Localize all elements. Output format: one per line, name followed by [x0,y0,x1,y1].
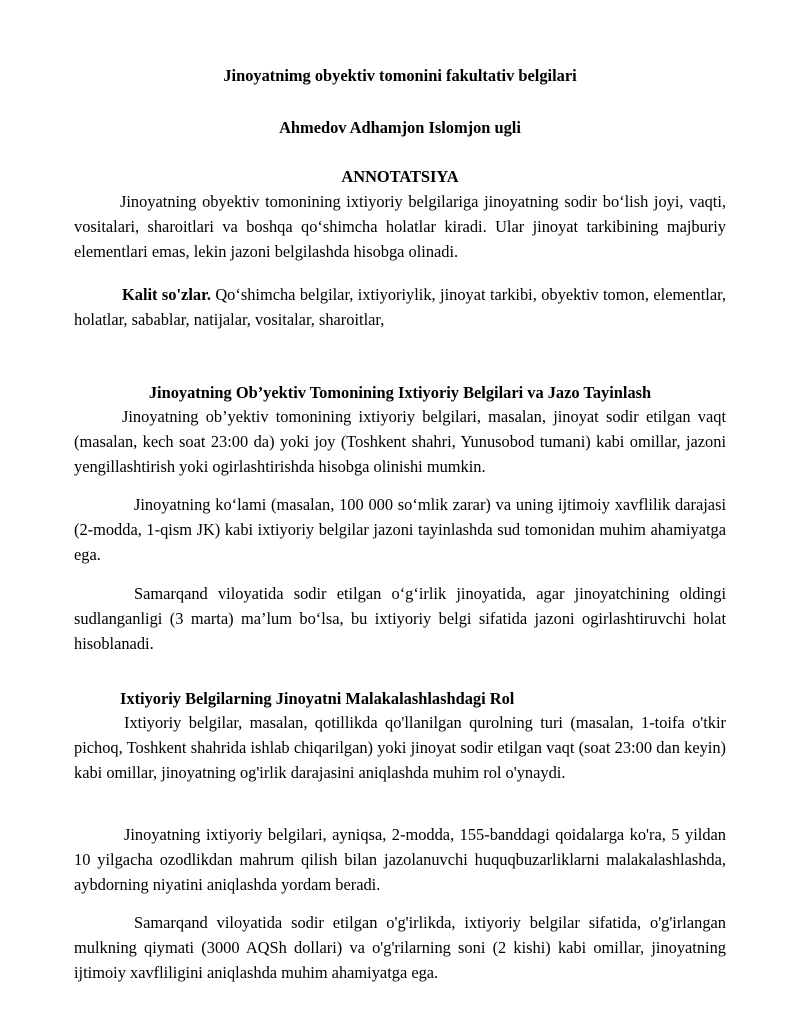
keywords-paragraph [74,282,726,332]
section1-heading: Jinoyatning Ob’yektiv Tomonining Ixtiyoriy Belgilari va Jazo Tayinlash [148,383,652,402]
section1-paragraph-3: Samarqand viloyatida sodir etilgan o‘g‘irlik jinoyatida, agar jinoyatchining oldingi sudlanganligi (3 marta) ma’lum bo‘lsa, bu ixtiyoriy belgi sifatida jazoni ogirlashtiruvchi holat hisoblanadi. [74,584,726,653]
keywords-text: Qo‘shimcha belgilar, ixtiyoriylik, jinoyat tarkibi, obyektiv tomon, elementlar, holatlar, sabablar, natijalar, vositalar, sharoitlar, [74,285,726,329]
section2-heading: Ixtiyoriy Belgilarning Jinoyatni Malakalashlashdagi Rol [120,689,515,708]
document-title: Jinoyatnimg obyektiv tomonini fakultativ belgilari [223,66,577,85]
section1-paragraph-2: Jinoyatning ko‘lami (masalan, 100 000 so‘mlik zarar) va uning ijtimoiy xavflilik darajasi (2-modda, 1-qism JK) kabi ixtiyoriy belgilar jazoni tayinlashda sud tomonidan muhim ahamiyatga ega. [74,495,726,564]
author-name: Ahmedov Adhamjon Islomjon ugli [279,118,521,137]
annotation-heading: ANNOTATSIYA [341,167,459,186]
section2-paragraph-1: Ixtiyoriy belgilar, masalan, qotillikda qo'llanilgan qurolning turi (masalan, 1-toifa o'tkir pichoq, Toshkent shahrida ishlab chiqarilgan) yoki jinoyat sodir etilgan vaqt (soat 23:00 dan keyin) kabi omillar, jinoyatning og'irlik darajasini aniqlashda muhim rol o'ynaydi. [74,713,726,782]
section1-paragraph-1: Jinoyatning ob’yektiv tomonining ixtiyoriy belgilari, masalan, jinoyat sodir etilgan vaqt (masalan, kech soat 23:00 da) yoki joy (Toshkent shahri, Yunusobod tumani) kabi omillar, jazoni yengillashtirish yoki ogirlashtirishda hisobga olinishi mumkin. [74,407,726,476]
annotation-paragraph: Jinoyatning obyektiv tomonining ixtiyoriy belgilariga jinoyatning sodir bo‘lish joyi, vaqti, vositalari, sharoitlari va boshqa qo‘shimcha holatlar kiradi. Ular jinoyat tarkibining majburiy elementlari emas, lekin jazoni belgilashda hisobga olinadi. [74,192,726,261]
keywords-label: Kalit so'zlar. [122,285,211,304]
section2-paragraph-3: Samarqand viloyatida sodir etilgan o'g'irlikda, ixtiyoriy belgilar sifatida, o'g'irlangan mulkning qiymati (3000 AQSh dollari) va o'g'rilarning soni (2 kishi) kabi omillar, jinoyatning ijtimoiy xavfliligini aniqlashda muhim ahamiyatga ega. [74,913,726,982]
section2-paragraph-2: Jinoyatning ixtiyoriy belgilari, ayniqsa, 2-modda, 155-banddagi qoidalarga ko'ra, 5 yildan 10 yilgacha ozodlikdan mahrum qilish bilan jazolanuvchi huquqbuzarliklarni malakalashlashda, aybdorning niyatini aniqlashda yordam beradi. [74,825,726,894]
